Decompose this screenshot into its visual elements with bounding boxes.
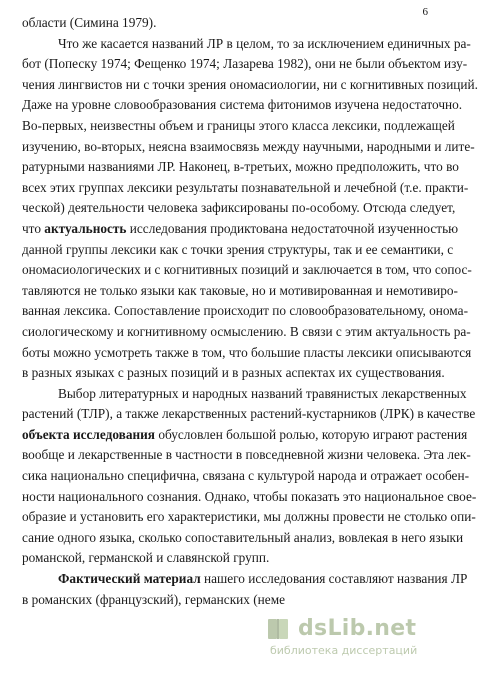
text-line: области (Симина 1979).: [22, 15, 157, 30]
text-line: [22, 569, 468, 590]
text-segment: исследования продиктована недостаточной изученностью: [126, 220, 459, 236]
watermark-title: dsLib.net: [298, 616, 417, 641]
text-line: романской, германской и славянской групп.: [22, 550, 270, 566]
text-line: боты можно усмотреть также в том, что большие пласты лексики описываются: [22, 344, 472, 360]
text-line: образие и установить его характеристики, мы должны провести не столько опи-: [22, 509, 476, 525]
text-line: сание одного языка, сколько сопоставительный анализ, вовлекая в него языки: [22, 529, 464, 545]
bold-term: актуальность: [44, 220, 127, 236]
text-line: в романских (французский), германских (неме: [22, 591, 286, 607]
watermark-subtitle: библиотека диссертаций: [270, 644, 418, 657]
text-line: тавляются не только языки как таковые, но и мотивированная и немотивиро-: [22, 282, 458, 298]
text-segment: что: [22, 220, 45, 236]
text-line: Выбор литературных и народных названий травянистых лекарственных: [58, 385, 467, 401]
text-line: ческой) деятельности человека зафиксированы по-особому. Отсюда следует,: [22, 200, 456, 216]
text-line: ратурными названиями ЛР. Наконец, в-третьих, можно предположить, что во: [22, 159, 459, 175]
text-line: в разных языках с разных позиций и в разных аспектах их существования.: [22, 365, 445, 381]
text-line: данной группы лексики как с точки зрения структуры, так и ее семантики, с: [22, 241, 454, 257]
text-line: Что же касается названий ЛР в целом, то за исключением единичных ра-: [58, 35, 471, 51]
text-segment: обусловлен большой ролью, которую играют растения: [155, 426, 468, 442]
text-line: вообще и лекарственные в частности в повседневной жизни человека. Эта лек-: [22, 447, 471, 463]
page-number: 6: [422, 6, 428, 18]
bold-term: Фактический материал: [58, 571, 201, 587]
text-line: [22, 425, 468, 446]
text-segment: нашего исследования составляют названия ЛР: [200, 571, 468, 587]
text-line: сика национально специфична, связана с культурой народа и отражает особен-: [22, 468, 470, 484]
text-line: сиологическому и когнитивному осмыслению. В связи с этим актуальность ра-: [22, 323, 471, 339]
text-line: ономасиологических и с когнитивных позиций и заключается в том, что сопос-: [22, 262, 472, 278]
text-line: [22, 219, 459, 240]
text-line: Во-первых, неизвестны объем и границы этого класса лексики, подлежащей: [22, 117, 455, 133]
text-line: всех этих группах лексики результаты познавательной и лечебной (т.е. практи-: [22, 179, 469, 195]
text-line: бот (Попеску 1974; Фещенко 1974; Лазарева 1982), они не были объектом изу-: [22, 56, 468, 72]
text-line: Даже на уровне словообразования система фитонимов изучена недостаточно.: [22, 97, 463, 113]
text-line: ности национального сознания. Однако, чтобы показать это национальное свое-: [22, 488, 477, 504]
bold-term: объекта исследования: [22, 426, 155, 442]
text-line: изучению, во-вторых, неясна взаимосвязь между научными, народными и лите-: [22, 138, 475, 154]
text-line: ванная лексика. Сопоставление происходит по словообразовательному, ономa-: [22, 303, 469, 319]
text-line: чения лингвистов ни с точки зрения ономасиологии, ни с когнитивных позиций.: [22, 76, 478, 92]
document-body: [22, 13, 478, 610]
watermark: [266, 616, 438, 662]
text-line: растений (ТЛР), а также лекарственных растений-кустарников (ЛРК) в качестве: [22, 406, 476, 422]
book-logo-icon: [266, 616, 292, 642]
